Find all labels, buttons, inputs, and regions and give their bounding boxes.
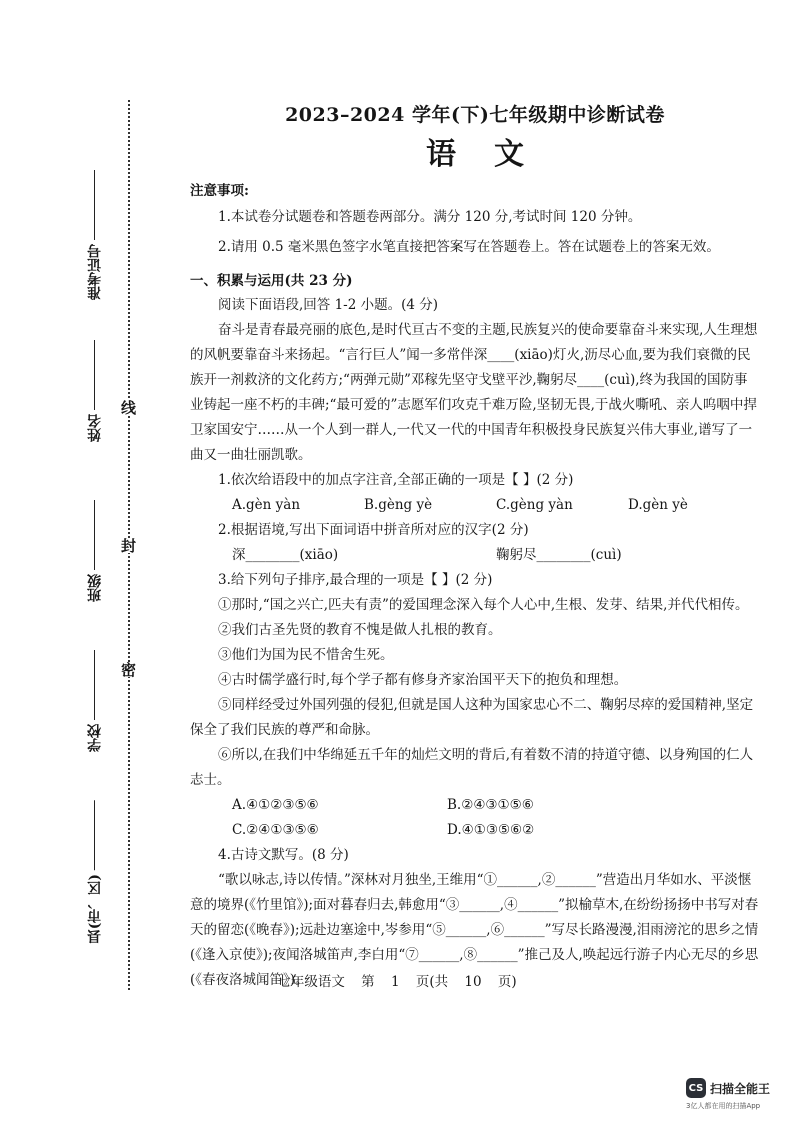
- class-field: 班级: [85, 500, 105, 602]
- sentence-6: ⑥所以,在我们中华绵延五千年的灿烂文明的背后,有着数不清的持道守德、以身殉国的仁人志士。: [190, 747, 754, 788]
- question-4-text: “歌以咏志,诗以传情。”深林对月独坐,王维用“①______,②______”营造出月华如水、平淡惬意的境界(《竹里馆》);面对暮春归去,韩愈用“③______,④______”拟榆草木,在纷纷扬扬中书写对春天的留恋(《晚春》);远赴边塞途中,岑参用“⑤______,⑥______”写尽长路漫漫,泪雨滂沱的思乡之情(《逢入京使》);夜闻洛城笛声,李白用“⑦______,⑧______”推己及人,唤起远行游子内心无尽的乡思(《春夜洛城闻笛》)。: [190, 872, 759, 988]
- question-1-stem: 1.依次给语段中的加点字注音,全部正确的一项是【 】(2 分): [218, 472, 574, 488]
- page-footer: 七年级语文 第 1 页(共 10 页): [277, 974, 517, 990]
- scanner-watermark: [686, 1078, 794, 1111]
- reading-passage: 奋斗是青春最亮丽的底色,是时代亘古不变的主题,民族复兴的使命要靠奋斗来实现,人生理想的风帆要靠奋斗来扬起。“言行巨人”闻一多常伴深____(xiāo)灯火,沥尽心血,要为我们衰微的民族开一剂救济的文化药方;“两弹元勋”邓稼先坚守戈壁平沙,鞠躬尽____(cuì),终为我国的国防事业铸起一座不朽的丰碑;“最可爱的”志愿军们攻克千难万险,坚韧无畏,于战火嘶吼、亲人呜咽中捍卫家国安宁……从一个人到一群人,一代又一代的中国青年积极投身民族复兴伟大事业,谱写了一曲又一曲壮丽凯歌。: [190, 322, 758, 463]
- option-d: D.④①③⑤⑥②: [447, 822, 535, 838]
- exam-content: [190, 100, 760, 993]
- camscanner-logo-icon: CS: [686, 1078, 706, 1098]
- school-field: 学校: [85, 650, 105, 752]
- question-2-stem: 2.根据语境,写出下面词语中拼音所对应的汉字(2 分): [218, 522, 529, 538]
- option-c: C.②④①③⑤⑥: [232, 822, 319, 838]
- exam-title: 2023–2024 学年(下)七年级期中诊断试卷: [285, 104, 665, 126]
- option-a: A.④①②③⑤⑥: [232, 797, 319, 813]
- option-b: B.②④③①⑤⑥: [447, 797, 534, 813]
- option-c: C.gèng yàn: [496, 497, 573, 513]
- name-field: 姓名: [85, 340, 105, 442]
- county-field: 县(市、区): [85, 800, 105, 943]
- seal-mark-secret: 密: [119, 662, 137, 677]
- notice-item: 1.本试卷分试题卷和答题卷两部分。满分 120 分,考试时间 120 分钟。: [218, 209, 642, 225]
- question-1-options: [190, 493, 760, 518]
- blank-xiao: 深________(xiāo): [232, 547, 339, 563]
- blank-cui: 鞠躬尽________(cuì): [496, 547, 622, 563]
- sentence-5: ⑤同样经受过外国列强的侵犯,但就是国人这种为国家忠心不二、鞠躬尽瘁的爱国精神,坚定保全了我们民族的尊严和命脉。: [190, 697, 754, 738]
- seal-mark-seal: 封: [119, 538, 137, 553]
- reading-intro: 阅读下面语段,回答 1-2 小题。(4 分): [218, 297, 439, 313]
- sentence-1: ①那时,“国之兴亡,匹夫有责”的爱国理念深入每个人心中,生根、发芽、结果,并代代相传。: [218, 597, 749, 613]
- option-a: A.gèn yàn: [232, 497, 301, 513]
- sentence-4: ④古时儒学盛行时,每个学子都有修身齐家治国平天下的抱负和理想。: [218, 672, 628, 688]
- watermark-slogan: 3亿人都在用的扫描App: [686, 1102, 761, 1110]
- question-2-blanks: [190, 543, 760, 568]
- notice-heading: 注意事项:: [190, 183, 249, 199]
- sentence-3: ③他们为国为民不惜舍生死。: [218, 647, 394, 663]
- watermark-app-name: 扫描全能王: [710, 1081, 771, 1096]
- question-3-options: [190, 793, 760, 843]
- question-3-stem: 3.给下列句子排序,最合理的一项是【 】(2 分): [218, 572, 493, 588]
- notice-item: 2.请用 0.5 毫米黑色签字水笔直接把答案写在答题卷上。答在试题卷上的答案无效。: [218, 239, 720, 255]
- seal-mark-line: 线: [119, 400, 137, 415]
- sentence-2: ②我们古圣先贤的教育不愧是做人扎根的教育。: [218, 622, 502, 638]
- option-b: B.gèng yè: [364, 497, 433, 513]
- question-4-stem: 4.古诗文默写。(8 分): [218, 847, 349, 863]
- option-d: D.gèn yè: [628, 497, 688, 513]
- exam-subject: 语文: [426, 137, 562, 172]
- exam-number-field: 准考证号: [85, 170, 105, 300]
- binding-margin: [0, 0, 150, 1124]
- section-heading: 一、积累与运用(共 23 分): [190, 273, 353, 289]
